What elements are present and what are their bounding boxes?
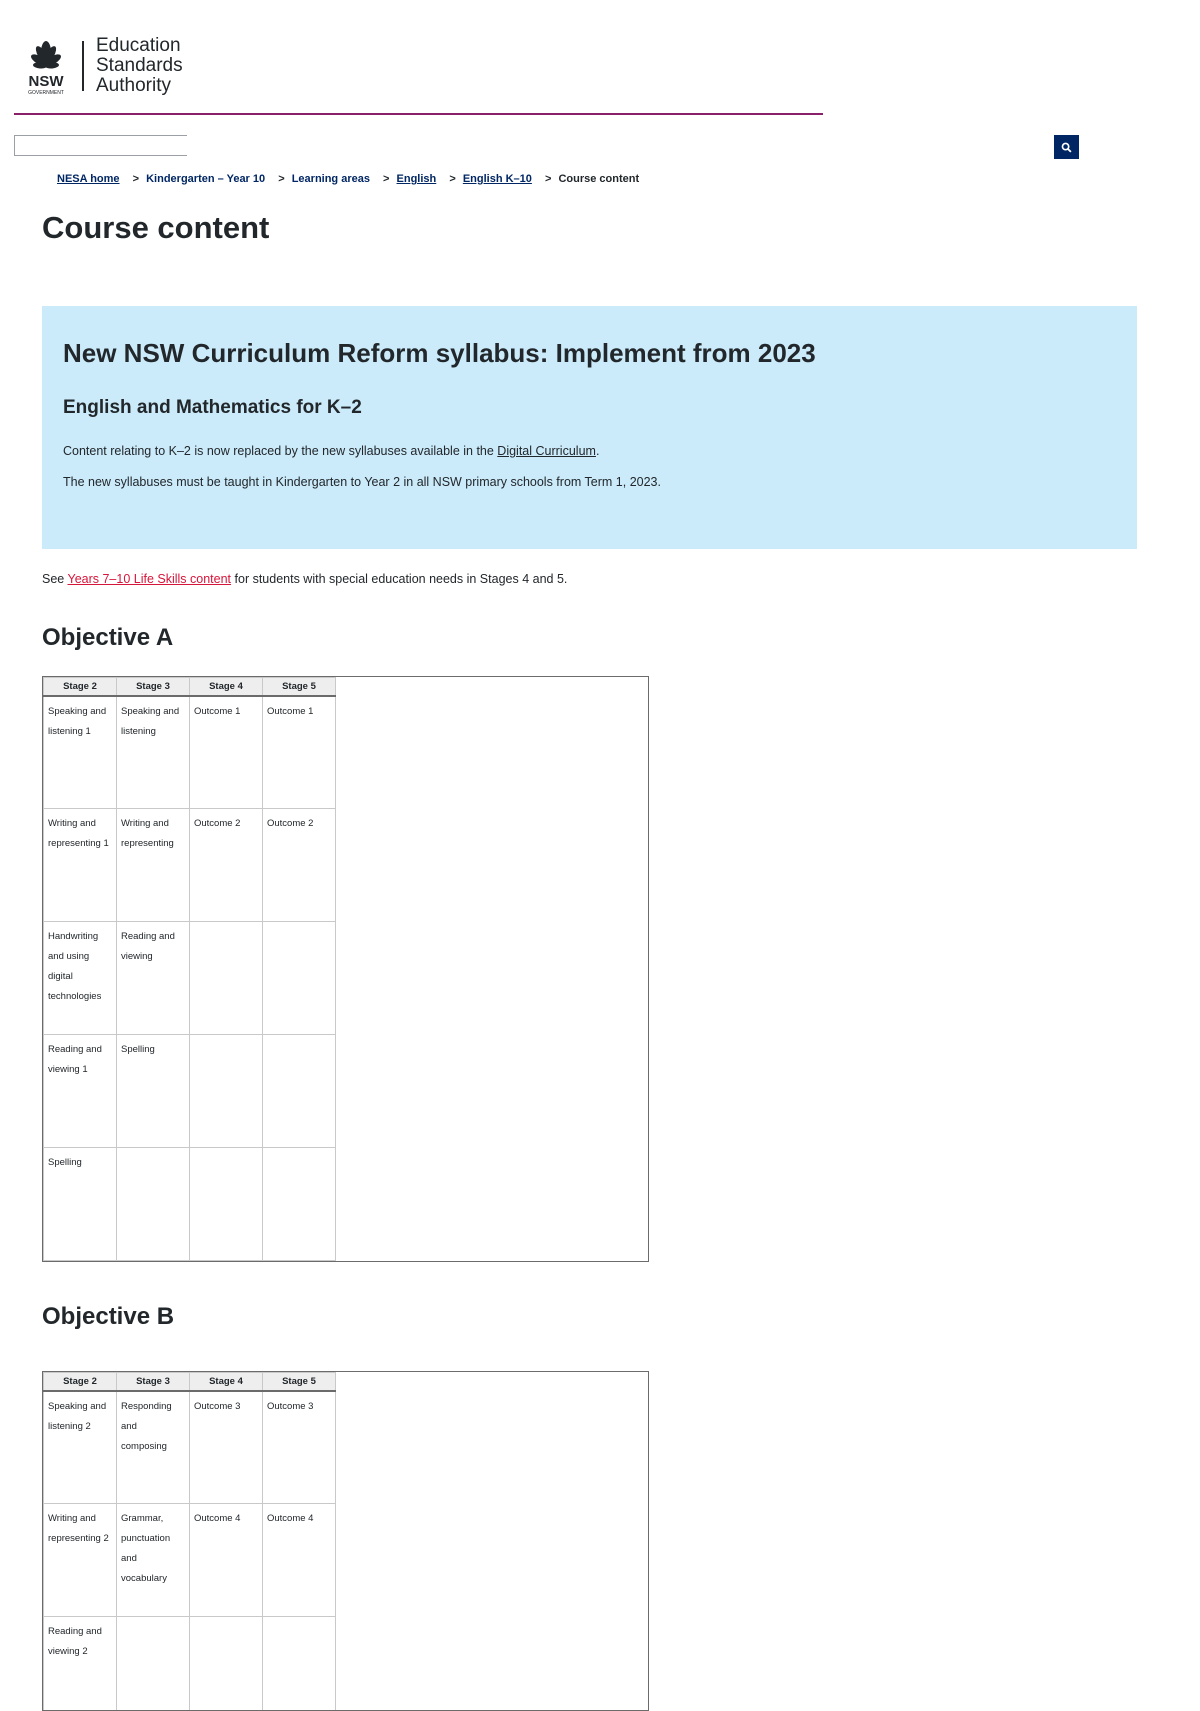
table-cell: Spelling [117,1035,190,1148]
table-row [44,922,336,1035]
life-skills-content-link[interactable]: Years 7–10 Life Skills content [68,572,232,586]
stage-table [43,1372,336,1711]
table-cell: Writing and representing 2 [44,1504,117,1617]
digital-curriculum-link[interactable]: Digital Curriculum [497,444,596,458]
breadcrumb-separator: > [133,173,139,185]
table-row [44,696,336,809]
table-cell [190,1148,263,1261]
column-header: Stage 2 [44,1373,117,1391]
breadcrumb-separator: > [383,173,389,185]
table-cell [190,1035,263,1148]
table-row [44,1148,336,1261]
objective-b-table [42,1371,649,1711]
table-cell: Speaking and listening [117,696,190,809]
column-header: Stage 3 [117,1373,190,1391]
table-row [44,809,336,922]
table-cell: Reading and viewing 1 [44,1035,117,1148]
table-cell: Grammar, punctuation and vocabulary [117,1504,190,1617]
column-header: Stage 4 [190,678,263,696]
table-header-row [44,678,336,696]
see-line-suffix: for students with special education needs in Stages 4 and 5. [231,572,567,586]
objective-a-table [42,676,649,1262]
table-cell: Responding and composing [117,1391,190,1504]
table-cell: Outcome 4 [263,1504,336,1617]
nsw-waratah-logo-icon [20,36,72,96]
search-button[interactable] [1054,135,1079,159]
breadcrumb [57,173,639,185]
objective-b-heading: Objective B [42,1303,174,1331]
nsw-wordmark: NSW [29,73,65,90]
column-header: Stage 2 [44,678,117,696]
logo-line-3: Authority [96,76,183,96]
column-header: Stage 4 [190,1373,263,1391]
page-title: Course content [42,210,269,246]
table-cell [263,922,336,1035]
table-row [44,1035,336,1148]
breadcrumb-nesa-home[interactable]: NESA home [57,173,120,185]
notice-subheading: English and Mathematics for K–2 [63,397,362,419]
breadcrumb-separator: > [545,173,551,185]
life-skills-note [42,572,567,586]
stage-table [43,677,336,1261]
search-icon [1061,142,1072,153]
breadcrumb-learning-areas[interactable]: Learning areas [292,173,370,185]
column-header: Stage 3 [117,678,190,696]
breadcrumb-current: Course content [558,173,639,185]
table-cell: Handwriting and using digital technologies [44,922,117,1035]
notice-p1-end: . [596,444,599,458]
table-cell: Outcome 1 [263,696,336,809]
table-cell: Writing and representing [117,809,190,922]
table-cell [263,1148,336,1261]
column-header: Stage 5 [263,1373,336,1391]
table-row [44,1391,336,1504]
logo-text [96,36,183,96]
table-header-row [44,1373,336,1391]
objective-a-heading: Objective A [42,624,173,652]
notice-heading: New NSW Curriculum Reform syllabus: Implement from 2023 [63,338,816,369]
search-input[interactable] [14,135,187,156]
header-rule [14,113,823,115]
table-cell [190,922,263,1035]
breadcrumb-separator: > [278,173,284,185]
logo-line-1: Education [96,36,183,56]
table-cell: Speaking and listening 2 [44,1391,117,1504]
notice-paragraph-1 [63,444,599,458]
nesa-logo[interactable] [20,36,183,96]
table-cell: Outcome 1 [190,696,263,809]
table-cell: Speaking and listening 1 [44,696,117,809]
table-cell: Reading and viewing [117,922,190,1035]
breadcrumb-english[interactable]: English [397,173,437,185]
breadcrumb-kindergarten-year-10[interactable]: Kindergarten – Year 10 [146,173,265,185]
table-cell: Reading and viewing 2 [44,1617,117,1711]
logo-line-2: Standards [96,56,183,76]
notice-p1-text: Content relating to K–2 is now replaced by the new syllabuses available in the [63,444,497,458]
table-cell: Outcome 3 [263,1391,336,1504]
table-cell: Outcome 2 [190,809,263,922]
government-label: GOVERNMENT [28,90,64,96]
see-line-prefix: See [42,572,68,586]
table-cell: Outcome 2 [263,809,336,922]
notice-paragraph-2: The new syllabuses must be taught in Kindergarten to Year 2 in all NSW primary schools from Term 1, 2023. [63,475,661,489]
curriculum-reform-notice [42,306,1137,549]
logo-divider [82,41,84,91]
table-cell: Outcome 4 [190,1504,263,1617]
table-cell [117,1148,190,1261]
breadcrumb-separator: > [449,173,455,185]
table-row [44,1504,336,1617]
column-header: Stage 5 [263,678,336,696]
breadcrumb-english-k10[interactable]: English K–10 [463,173,532,185]
table-cell: Spelling [44,1148,117,1261]
table-cell: Writing and representing 1 [44,809,117,922]
table-cell: Outcome 3 [190,1391,263,1504]
table-cell [263,1035,336,1148]
